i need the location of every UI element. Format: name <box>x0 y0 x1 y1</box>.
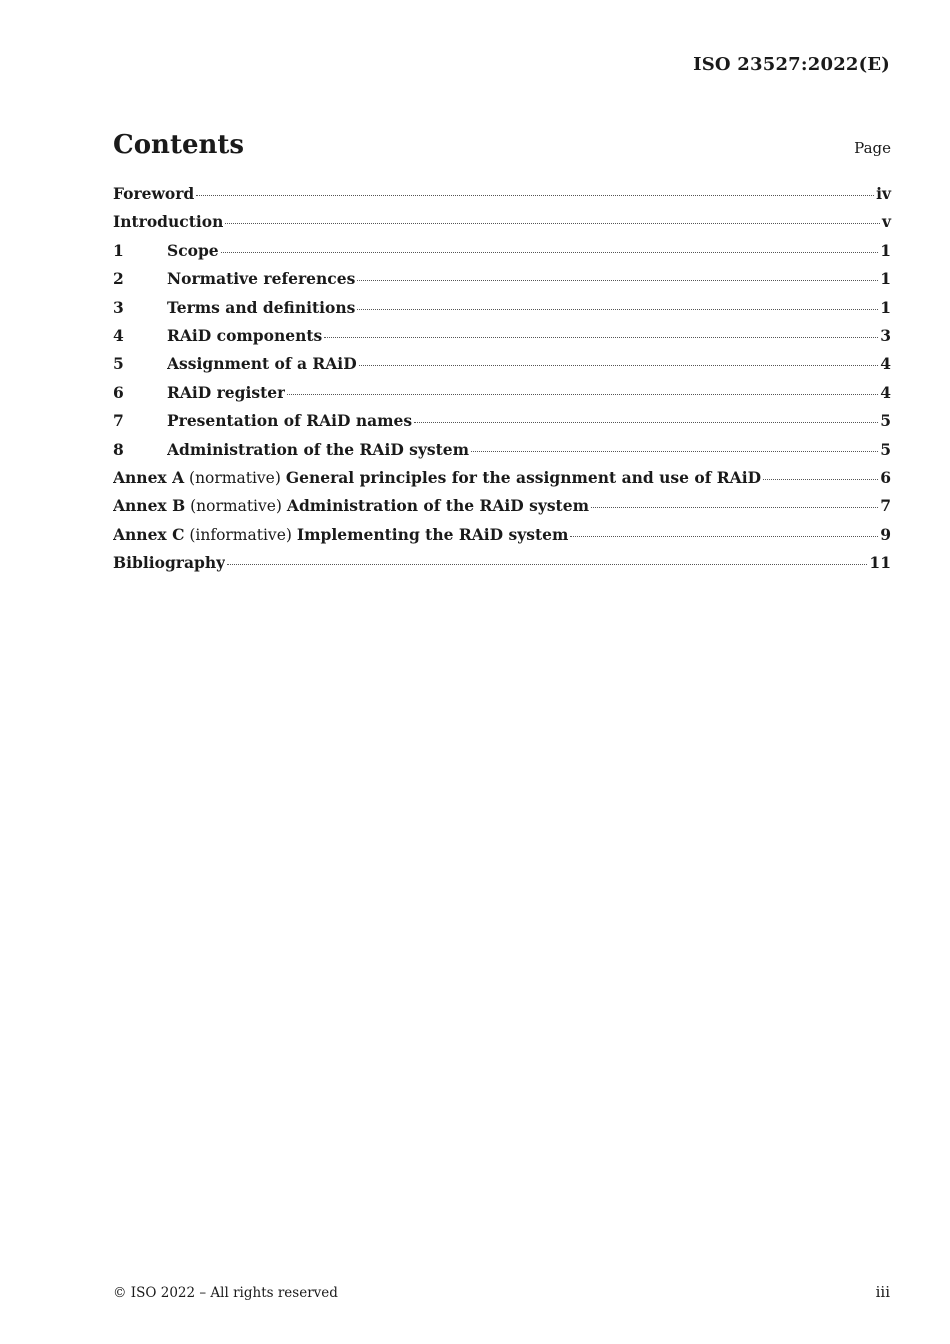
toc-entry-text <box>167 241 219 260</box>
toc-entry-page: 3 <box>880 325 891 345</box>
page-column-label: Page <box>854 139 891 157</box>
toc-entry-number: 2 <box>113 269 124 289</box>
toc-entry-number: 1 <box>113 240 124 260</box>
toc-entry-title: RAiD components <box>167 325 323 345</box>
toc-entry-number: 6 <box>113 382 124 402</box>
toc-entry-number: 4 <box>113 325 124 345</box>
toc-entry-text <box>167 411 412 430</box>
toc-entry[interactable] <box>113 383 891 411</box>
toc-entry-number: 7 <box>113 411 124 431</box>
toc-entry-title: Administration of the RAiD system <box>286 496 589 516</box>
contents-title: Contents <box>113 130 245 160</box>
toc-dot-leader <box>287 394 878 395</box>
toc-dot-leader <box>414 422 878 423</box>
toc-dot-leader <box>221 252 879 253</box>
toc-dot-leader <box>357 309 878 310</box>
toc-entry-page: 1 <box>880 269 891 289</box>
contents-header <box>113 130 891 160</box>
toc-entry-title: Scope <box>167 240 219 260</box>
toc-entry[interactable] <box>113 241 891 269</box>
toc-entry[interactable] <box>113 496 891 524</box>
toc-annex-label: Annex A <box>113 467 185 487</box>
toc-entry-text <box>167 269 355 288</box>
toc-entry[interactable] <box>113 553 891 581</box>
toc-entry-page: 4 <box>880 382 891 402</box>
toc-entry-number: 8 <box>113 439 124 459</box>
toc-entry[interactable] <box>113 184 891 212</box>
toc-entry[interactable] <box>113 525 891 553</box>
toc-entry-text <box>113 553 225 572</box>
toc-entry-text <box>113 184 194 203</box>
toc-entry-title: General principles for the assignment and use of RAiD <box>285 467 762 487</box>
toc-entry-page: 5 <box>880 439 891 459</box>
toc-entry-title: Assignment of a RAiD <box>167 354 357 374</box>
toc-entry-title: Terms and definitions <box>167 297 356 317</box>
toc-entry-page: 6 <box>880 467 891 487</box>
toc-dot-leader <box>359 365 879 366</box>
toc-entry-title: RAiD register <box>167 382 286 402</box>
toc-entry-title: Foreword <box>113 184 195 203</box>
page-number: iii <box>875 1283 890 1301</box>
toc-entry-text <box>167 298 355 317</box>
toc-entry-text <box>167 354 357 373</box>
toc-entry-text <box>167 326 322 345</box>
toc-entry[interactable] <box>113 212 891 240</box>
toc-dot-leader <box>196 195 874 196</box>
toc-dot-leader <box>763 479 878 480</box>
toc-entry-page: v <box>881 212 891 232</box>
toc-annex-qualifier: (informative) <box>189 525 292 544</box>
toc-entry-title: Normative references <box>167 269 356 289</box>
toc-dot-leader <box>227 564 867 565</box>
toc-entry-page: 4 <box>880 354 891 374</box>
toc-entry[interactable] <box>113 354 891 382</box>
toc-entry-number: 5 <box>113 354 124 374</box>
toc-entry-page: 1 <box>880 240 891 260</box>
toc-entry-page: 5 <box>880 411 891 431</box>
toc-entry-title: Implementing the RAiD system <box>296 524 569 544</box>
toc-entry[interactable] <box>113 468 891 496</box>
toc-entry-title: Bibliography <box>113 553 226 573</box>
toc-dot-leader <box>570 536 878 537</box>
copyright-notice: © ISO 2022 – All rights reserved <box>113 1285 338 1301</box>
toc-entry[interactable] <box>113 411 891 439</box>
toc-entry-page: 7 <box>880 496 891 516</box>
toc-entry-title: Introduction <box>113 212 224 232</box>
toc-entry-title: Presentation of RAiD names <box>167 411 413 431</box>
toc-entry-text <box>113 525 568 544</box>
toc-dot-leader <box>225 223 880 224</box>
toc-entry-page: 11 <box>869 553 891 573</box>
toc-entry[interactable] <box>113 269 891 297</box>
toc-dot-leader <box>591 507 878 508</box>
table-of-contents <box>113 184 891 581</box>
toc-dot-leader <box>471 451 878 452</box>
toc-entry-text <box>113 468 761 487</box>
toc-entry-text <box>167 440 469 459</box>
document-identifier: ISO 23527:2022(E) <box>693 54 890 75</box>
toc-entry[interactable] <box>113 440 891 468</box>
toc-annex-label: Annex C <box>113 524 185 544</box>
toc-entry-text <box>167 383 285 402</box>
toc-annex-label: Annex B <box>113 496 186 516</box>
toc-entry[interactable] <box>113 326 891 354</box>
toc-dot-leader <box>324 337 878 338</box>
toc-annex-qualifier: (normative) <box>190 497 282 516</box>
toc-annex-qualifier: (normative) <box>189 468 281 487</box>
toc-entry-text <box>113 496 589 515</box>
toc-entry-page: iv <box>876 184 891 203</box>
toc-entry-page: 9 <box>880 524 891 544</box>
toc-entry[interactable] <box>113 298 891 326</box>
toc-entry-number: 3 <box>113 297 124 317</box>
toc-entry-page: 1 <box>880 297 891 317</box>
toc-entry-text <box>113 212 223 231</box>
toc-entry-title: Administration of the RAiD system <box>167 439 470 459</box>
toc-dot-leader <box>357 280 878 281</box>
